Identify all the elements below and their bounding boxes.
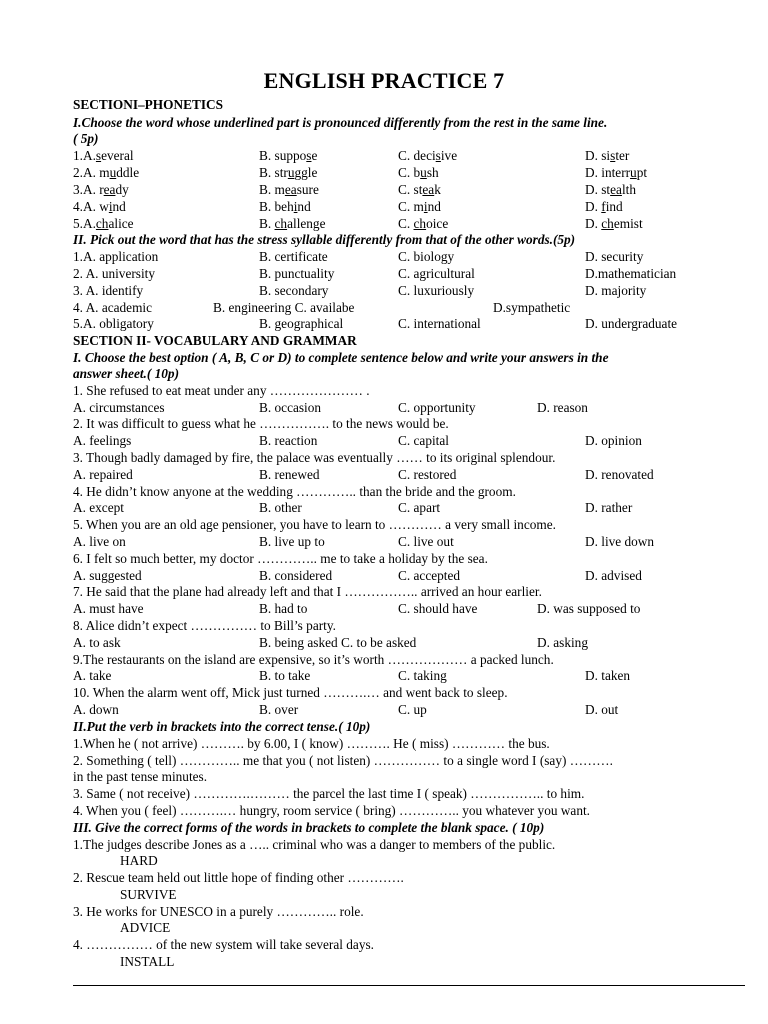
phonetics-row (73, 216, 763, 232)
section2-heading: SECTION II- VOCABULARY AND GRAMMAR (73, 333, 357, 348)
option-b: B. suppose (259, 148, 318, 163)
stress-row (73, 300, 763, 316)
answer-options (73, 635, 763, 651)
option-d: D. chemist (585, 216, 643, 231)
option-d: D. stealth (585, 182, 636, 197)
phonetics-row (73, 148, 763, 164)
tense-line: in the past tense minutes. (73, 769, 208, 784)
option-a: A. live on (73, 534, 126, 549)
option-a: 1.A. application (73, 249, 159, 264)
option-b: B. being asked C. to be asked (259, 635, 417, 650)
option-a: 4.A. wind (73, 199, 126, 214)
option-d: D. advised (585, 568, 642, 583)
option-b: B. challenge (259, 216, 326, 231)
question-text: 2. It was difficult to guess what he ……………. to the news would be. (73, 416, 449, 431)
question-text: 8. Alice didn’t expect …………… to Bill’s party. (73, 618, 336, 633)
option-c: C. up (398, 702, 427, 717)
section2-part1-instruction: I. Choose the best option ( A, B, C or D) to complete sentence below and write your answers in the (73, 350, 609, 365)
question-text: 3. Though badly damaged by fire, the palace was eventually …… to its original splendour. (73, 450, 556, 465)
option-b: B. other (259, 500, 302, 515)
word-form-question: 4. …………… of the new system will take several days. (73, 937, 374, 952)
answer-options (73, 568, 763, 584)
option-a: A. suggested (73, 568, 142, 583)
question-text: 7. He said that the plane had already left and that I …………….. arrived an hour earlier. (73, 584, 542, 599)
option-d: D. asking (537, 635, 588, 650)
option-b: B. reaction (259, 433, 318, 448)
option-b: B. certificate (259, 249, 328, 264)
section2-part2-instruction: II.Put the verb in brackets into the correct tense.( 10p) (73, 719, 371, 734)
phonetics-row (73, 199, 763, 215)
stress-row (73, 249, 763, 265)
word-form-question: 3. He works for UNESCO in a purely ………….. role. (73, 904, 364, 919)
page-title: ENGLISH PRACTICE 7 (263, 68, 505, 93)
answer-options (73, 433, 763, 449)
section1-part1-instruction: I.Choose the word whose underlined part is pronounced differently from the rest in the same line. (73, 115, 608, 130)
option-a: A. must have (73, 601, 144, 616)
option-a: 5.A.chalice (73, 216, 134, 231)
option-b: B. geographical (259, 316, 344, 331)
tense-line: 1.When he ( not arrive) ………. by 6.00, I ( know) ………. He ( miss) ………… the bus. (73, 736, 550, 751)
question-text: 4. He didn’t know anyone at the wedding ………….. than the bride and the groom. (73, 484, 516, 499)
option-c: C. restored (398, 467, 457, 482)
answer-options (73, 400, 763, 416)
option-a: A. feelings (73, 433, 132, 448)
option-c: C. mind (398, 199, 441, 214)
option-b: B. to take (259, 668, 311, 683)
option-d: D. find (585, 199, 623, 214)
option-a: 1.A.several (73, 148, 134, 163)
option-d: D. live down (585, 534, 655, 549)
option-c: C. luxuriously (398, 283, 475, 298)
option-d: D. interrupt (585, 165, 648, 180)
option-c: C. agricultural (398, 266, 475, 281)
word-form-root: ADVICE (120, 920, 171, 935)
option-b: B. secondary (259, 283, 329, 298)
option-c: C. choice (398, 216, 449, 231)
answer-options (73, 601, 763, 617)
option-d: D.mathematician (585, 266, 677, 281)
option-c: C. capital (398, 433, 449, 448)
option-c: C. bush (398, 165, 439, 180)
option-d: D. taken (585, 668, 631, 683)
option-b: B. renewed (259, 467, 320, 482)
option-d: D. sister (585, 148, 630, 163)
option-d: D. undergraduate (585, 316, 678, 331)
question-text: 6. I felt so much better, my doctor ………….. me to take a holiday by the sea. (73, 551, 488, 566)
option-d: D. security (585, 249, 644, 264)
section2-part3-instruction: III. Give the correct forms of the words in brackets to complete the blank space. ( 10p) (73, 820, 545, 835)
option-d: D.sympathetic (493, 300, 571, 315)
option-b: B. over (259, 702, 299, 717)
option-b: B. struggle (259, 165, 318, 180)
option-a: A. down (73, 702, 119, 717)
answer-options (73, 467, 763, 483)
option-c: C. taking (398, 668, 447, 683)
question-text: 10. When the alarm went off, Mick just turned ……….… and went back to sleep. (73, 685, 508, 700)
option-d: D. rather (585, 500, 633, 515)
option-b: B. occasion (259, 400, 322, 415)
option-b: B. had to (259, 601, 308, 616)
section1-heading: SECTIONI–PHONETICS (73, 97, 223, 112)
option-c: C. live out (398, 534, 454, 549)
option-c: C. accepted (398, 568, 461, 583)
option-a: A. take (73, 668, 112, 683)
answer-options (73, 668, 763, 684)
stress-row (73, 266, 763, 282)
option-c: C. steak (398, 182, 441, 197)
option-d: D. majority (585, 283, 647, 298)
tense-line: 3. Same ( not receive) ………….……… the parcel the last time I ( speak) …………….. to him. (73, 786, 585, 801)
answer-options (73, 534, 763, 550)
answer-options (73, 500, 763, 516)
option-c: C. apart (398, 500, 441, 515)
option-a: A. repaired (73, 467, 133, 482)
option-c: C. should have (398, 601, 478, 616)
stress-row (73, 283, 763, 299)
tense-line: 2. Something ( tell) ………….. me that you ( not listen) …………… to a single word I (say) ………. (73, 753, 613, 768)
option-d: D. out (585, 702, 619, 717)
word-form-question: 1.The judges describe Jones as a ….. criminal who was a danger to members of the public. (73, 837, 556, 852)
word-form-question: 2. Rescue team held out little hope of finding other …………. (73, 870, 404, 885)
tense-line: 4. When you ( feel) ……….… hungry, room service ( bring) ………….. you whatever you want. (73, 803, 590, 818)
option-a: 2.A. muddle (73, 165, 140, 180)
option-a: 3.A. ready (73, 182, 129, 197)
option-a: A. to ask (73, 635, 121, 650)
option-c: C. opportunity (398, 400, 476, 415)
word-form-root: INSTALL (120, 954, 175, 969)
option-a: 3. A. identify (73, 283, 144, 298)
option-a: 4. A. academic (73, 300, 153, 315)
answer-options (73, 702, 763, 718)
phonetics-row (73, 165, 763, 181)
section2-part1-points: answer sheet.( 10p) (73, 366, 180, 381)
option-d: D. renovated (585, 467, 654, 482)
stress-row (73, 316, 763, 332)
option-b: B. engineering C. availabe (213, 300, 355, 315)
option-b: B. considered (259, 568, 333, 583)
question-text: 9.The restaurants on the island are expensive, so it’s worth ……………… a packed lunch. (73, 652, 554, 667)
option-c: C. biology (398, 249, 455, 264)
word-form-root: HARD (120, 853, 158, 868)
option-c: C. decisive (398, 148, 458, 163)
option-a: A. circumstances (73, 400, 165, 415)
option-d: D. opinion (585, 433, 642, 448)
phonetics-row (73, 182, 763, 198)
option-b: B. behind (259, 199, 311, 214)
section1-part1-points: ( 5p) (73, 131, 99, 146)
word-form-root: SURVIVE (120, 887, 177, 902)
option-c: C. international (398, 316, 481, 331)
option-a: 5.A. obligatory (73, 316, 154, 331)
bottom-rule (73, 985, 745, 986)
question-text: 1. She refused to eat meat under any ………………… . (73, 383, 370, 398)
option-b: B. punctuality (259, 266, 335, 281)
question-text: 5. When you are an old age pensioner, you have to learn to ………… a very small income. (73, 517, 556, 532)
option-d: D. reason (537, 400, 588, 415)
option-a: A. except (73, 500, 124, 515)
option-a: 2. A. university (73, 266, 155, 281)
option-d: D. was supposed to (537, 601, 641, 616)
option-b: B. live up to (259, 534, 325, 549)
section1-part2-instruction: II. Pick out the word that has the stress syllable differently from that of the other words.(5p) (73, 232, 576, 247)
option-b: B. measure (259, 182, 319, 197)
